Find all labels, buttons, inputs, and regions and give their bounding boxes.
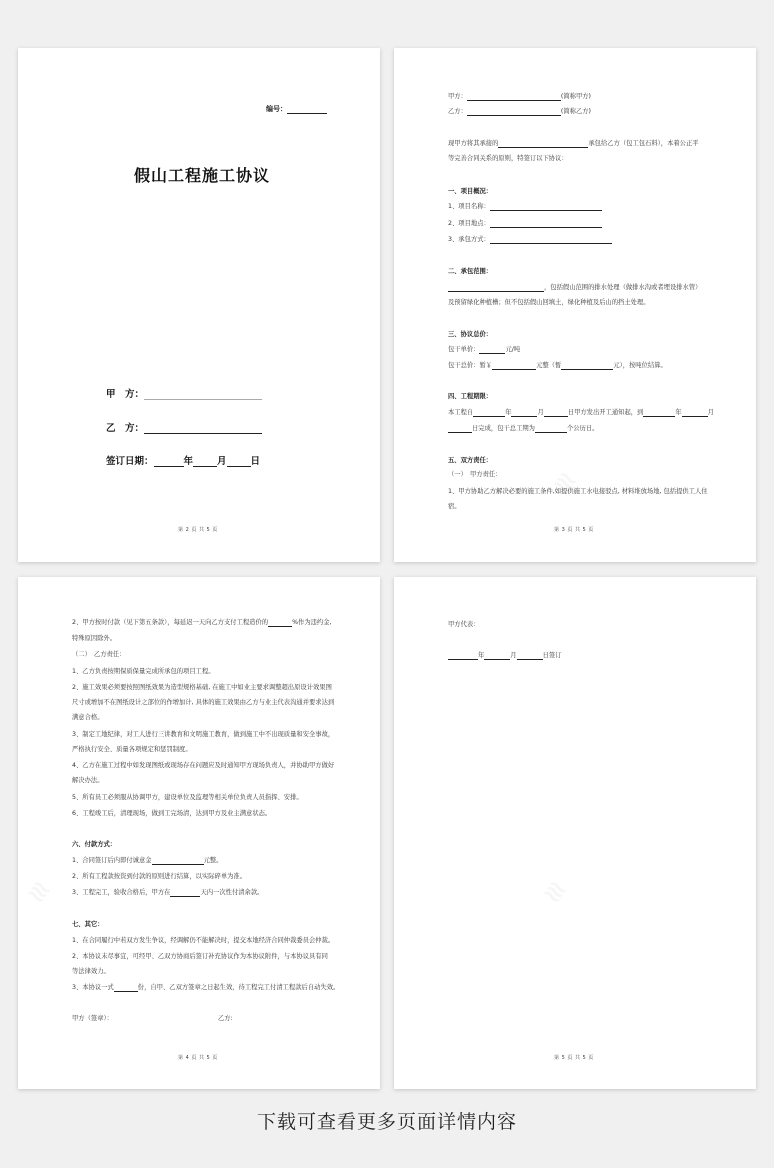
- clause-line: 尺寸或增加不在图纸设计之部位的作增加计, 具体的施工效果由乙方与业主代表沟通并要求达到: [72, 699, 335, 706]
- section-heading: 一、项目概况：: [448, 188, 493, 195]
- document-page-cover: [18, 48, 380, 562]
- clause-line: 6、工程竣工后，清理现场，做到工完场清，达到甲方及业主满意状态。: [72, 810, 272, 817]
- contract-number: 编号：: [266, 104, 327, 114]
- download-more-banner: 下载可查看更多页面详情内容: [256, 1111, 517, 1133]
- unit-price-line: 包干单价： 元/吨: [448, 346, 521, 353]
- cover-party-a: 甲 方：: [106, 386, 262, 400]
- contract-method-line: 3、承包方式：: [448, 236, 612, 244]
- document-page-2: [394, 48, 756, 562]
- scope-line-1: ，包括假山范围的排水处理（做排水沟或者埋设排水管）: [448, 284, 701, 292]
- period-line-2: 日完成，包干总工期为 个公历日。: [448, 425, 598, 433]
- clause-line: 特殊原因除外。: [72, 635, 117, 642]
- clause-line: 满意合格。: [72, 714, 104, 721]
- page-footer: 第 5 页 共 5 页: [554, 1055, 594, 1061]
- section-heading: 六、付款方式：: [72, 841, 117, 848]
- section-heading: 五、双方责任：: [448, 457, 493, 464]
- document-title: 假山工程施工协议: [134, 166, 271, 185]
- clause-line: 2、甲方按时付款（见下第五条款），每延迟一天向乙方支付工程造价的 %作为违约金,: [72, 619, 332, 626]
- other-line-2b: 等法律效力。: [72, 968, 110, 975]
- section-heading: 七、其它：: [72, 921, 104, 928]
- section-heading: 四、工程期限：: [448, 393, 493, 400]
- clause-line: 2、施工效果必须要按照图纸效果为造型规格基础, 在施工中如业主要求调整超出原设计效果图: [72, 684, 332, 691]
- section-heading: 三、协议总价：: [448, 331, 493, 338]
- watermark: [21, 873, 56, 910]
- signature-party-b: 乙方:: [218, 1015, 233, 1022]
- section-heading: 二、承包范围：: [448, 268, 493, 275]
- party-b-line: 乙方： (简称乙方): [448, 108, 591, 115]
- cover-sign-date: 签订日期： 年 月 日: [106, 456, 261, 467]
- signature-party-a: 甲方（签章）：: [72, 1015, 113, 1022]
- total-price-line: 包干总价：暂￥ 元整（暂 元），按吨位结算。: [448, 362, 667, 369]
- scope-line-2: 及预留绿化种植槽；但不包括假山回填土，绿化种植及后山的挡土处理。: [448, 299, 650, 306]
- sub-heading: （一） 甲方责任：: [448, 471, 502, 478]
- watermark: [537, 873, 572, 910]
- cover-party-b: 乙 方：: [106, 420, 262, 434]
- project-location-line: 2、项目地点：: [448, 220, 602, 228]
- clause-line: 3、制定工地纪律，对工人进行三讲教育和文明施工教育，做到施工中不出现质量和安全事故，: [72, 731, 335, 738]
- clause-line: 严格执行安全、质量各项规定和惩罚制度。: [72, 746, 192, 753]
- intro-line-2: 等完善合同关系的原则，特签订以下协议：: [448, 155, 568, 162]
- other-line-1: 1、在合同履行中若双方发生争议，经调解仍不能解决时，提交本地经济合同仲裁委员会仲裁。: [72, 937, 335, 944]
- intro-line-1: 现甲方将其承接的 承包给乙方（包工包石料），本着公正平: [448, 140, 699, 147]
- page-footer: 第 3 页 共 5 页: [554, 527, 594, 533]
- payment-line-2: 2、所有工程款按资到付款的原则进行结算，以实际碎单为准。: [72, 873, 247, 880]
- project-name-line: 1、项目名称：: [448, 203, 602, 211]
- sub-heading: （二） 乙方责任：: [72, 651, 126, 658]
- party-a-line: 甲方： (简称甲方): [448, 93, 591, 100]
- clause-line: 5、所有员工必须服从协调甲方，建设单位及监理等相关单位负责人员指挥、安排。: [72, 794, 303, 801]
- payment-line-3: 3、工程完工，验收合格后，甲方在 天内一次性付清余款。: [72, 889, 264, 896]
- payment-line-1: 1、合同签订后内即付诚意金 元整。: [72, 857, 223, 864]
- signing-date-line: 年 月 日签订: [448, 652, 561, 660]
- period-line-1: 本工程自 年 月 日甲方发出开工通知起，到 年 月: [448, 409, 714, 416]
- document-page-4: [394, 577, 756, 1089]
- page-footer: 第 2 页 共 5 页: [178, 527, 218, 533]
- page-footer: 第 4 页 共 5 页: [178, 1055, 218, 1061]
- clause-line: 1、乙方负责按期保质保量完成所承包的项目工程。: [72, 668, 215, 675]
- clause-line: 宿。: [448, 503, 461, 510]
- clause-line: 解决办法。: [72, 777, 104, 784]
- party-a-representative: 甲方代表：: [448, 621, 480, 628]
- other-line-2: 2、本协议未尽事宜，可经甲、乙双方协商后签订补充协议作为本协议附件，与本协议具有同: [72, 953, 328, 960]
- other-line-3: 3、本协议一式 份，自甲、乙双方签章之日起生效，待工程完工付清工程款后自动失效。: [72, 984, 340, 991]
- clause-line: 4、乙方在施工过程中如发现图纸或现场存在问题应及时通知甲方现场负责人，并协助甲方做好: [72, 762, 335, 769]
- clause-line: 1、甲方协助乙方解决必要的施工条件,如提供施工水电接驳点, 材料堆放场地, 包括提供工人住: [448, 488, 708, 495]
- document-page-3: [18, 577, 380, 1089]
